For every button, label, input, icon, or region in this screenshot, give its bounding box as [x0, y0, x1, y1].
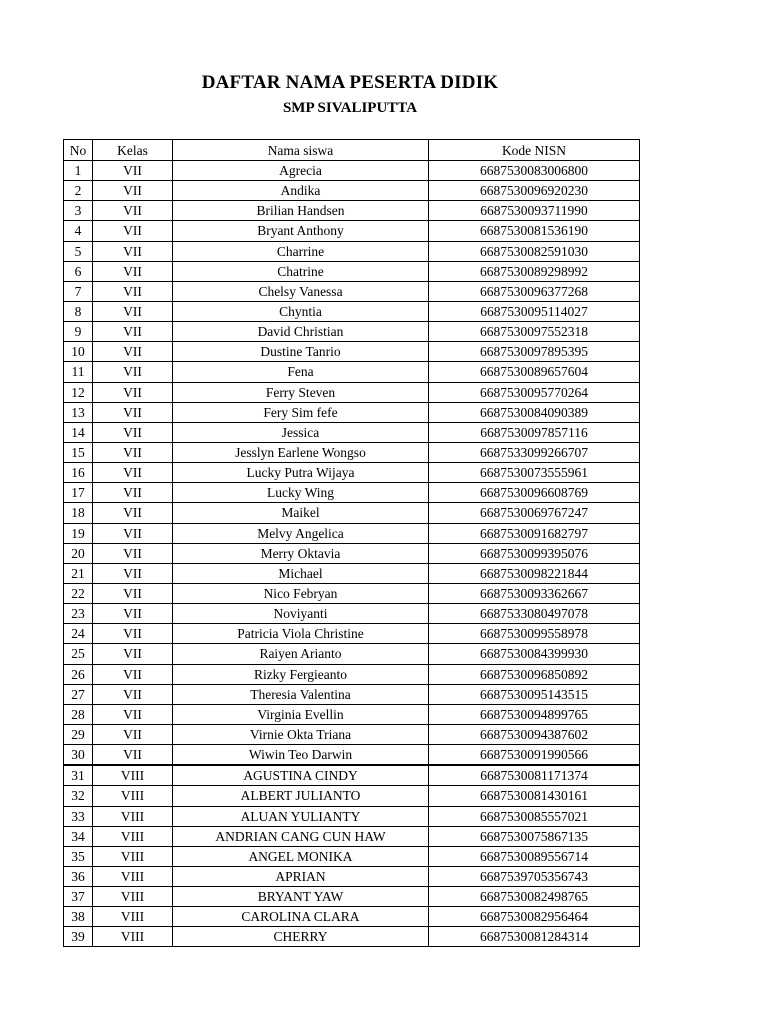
cell-kelas: VII — [93, 745, 173, 766]
cell-nama-siswa: Agrecia — [173, 161, 429, 181]
cell-nama-siswa: ALUAN YULIANTY — [173, 806, 429, 826]
cell-nama-siswa: ANGEL MONIKA — [173, 846, 429, 866]
cell-kode-nisn: 6687530081171374 — [429, 765, 640, 786]
cell-kode-nisn: 6687530091990566 — [429, 745, 640, 766]
cell-nama-siswa: Melvy Angelica — [173, 523, 429, 543]
cell-kode-nisn: 6687530097552318 — [429, 322, 640, 342]
cell-kelas: VII — [93, 664, 173, 684]
cell-nama-siswa: Jesslyn Earlene Wongso — [173, 442, 429, 462]
table-row — [64, 362, 640, 382]
cell-kelas: VII — [93, 422, 173, 442]
cell-kode-nisn: 6687530073555961 — [429, 463, 640, 483]
cell-no: 17 — [64, 483, 93, 503]
table-row — [64, 241, 640, 261]
cell-no: 33 — [64, 806, 93, 826]
table-row — [64, 563, 640, 583]
cell-kode-nisn: 6687530085557021 — [429, 806, 640, 826]
table-body — [64, 161, 640, 947]
cell-kode-nisn: 6687539705356743 — [429, 866, 640, 886]
table-row — [64, 806, 640, 826]
cell-kelas: VII — [93, 644, 173, 664]
cell-no: 39 — [64, 927, 93, 947]
cell-no: 34 — [64, 826, 93, 846]
cell-kode-nisn: 6687530082498765 — [429, 887, 640, 907]
cell-no: 11 — [64, 362, 93, 382]
table-row — [64, 887, 640, 907]
table-row — [64, 704, 640, 724]
cell-no: 36 — [64, 866, 93, 886]
cell-kelas: VII — [93, 483, 173, 503]
cell-nama-siswa: Raiyen Arianto — [173, 644, 429, 664]
cell-kode-nisn: 6687530099395076 — [429, 543, 640, 563]
table-header-row — [64, 140, 640, 161]
cell-kode-nisn: 6687530094899765 — [429, 704, 640, 724]
cell-kelas: VII — [93, 724, 173, 744]
cell-kode-nisn: 6687530095770264 — [429, 382, 640, 402]
cell-kelas: VII — [93, 382, 173, 402]
cell-kelas: VIII — [93, 786, 173, 806]
table-row — [64, 583, 640, 603]
cell-kelas: VIII — [93, 846, 173, 866]
cell-kode-nisn: 6687530089657604 — [429, 362, 640, 382]
header-kode-nisn: Kode NISN — [429, 140, 640, 161]
cell-kode-nisn: 6687530096920230 — [429, 181, 640, 201]
cell-no: 19 — [64, 523, 93, 543]
cell-kode-nisn: 6687530083006800 — [429, 161, 640, 181]
table-row — [64, 745, 640, 766]
cell-nama-siswa: Charrine — [173, 241, 429, 261]
cell-kode-nisn: 6687530081284314 — [429, 927, 640, 947]
cell-kode-nisn: 6687530094387602 — [429, 724, 640, 744]
cell-no: 24 — [64, 624, 93, 644]
table-row — [64, 684, 640, 704]
table-row — [64, 624, 640, 644]
cell-no: 22 — [64, 583, 93, 603]
header-nama-siswa: Nama siswa — [173, 140, 429, 161]
cell-no: 4 — [64, 221, 93, 241]
cell-no: 3 — [64, 201, 93, 221]
cell-no: 10 — [64, 342, 93, 362]
cell-nama-siswa: Brilian Handsen — [173, 201, 429, 221]
cell-no: 30 — [64, 745, 93, 766]
table-row — [64, 442, 640, 462]
cell-nama-siswa: Michael — [173, 563, 429, 583]
cell-kelas: VII — [93, 684, 173, 704]
cell-nama-siswa: Patricia Viola Christine — [173, 624, 429, 644]
cell-no: 13 — [64, 402, 93, 422]
cell-kelas: VIII — [93, 866, 173, 886]
cell-nama-siswa: Merry Oktavia — [173, 543, 429, 563]
cell-nama-siswa: Theresia Valentina — [173, 684, 429, 704]
cell-kode-nisn: 6687533080497078 — [429, 604, 640, 624]
cell-nama-siswa: Maikel — [173, 503, 429, 523]
cell-no: 16 — [64, 463, 93, 483]
cell-no: 25 — [64, 644, 93, 664]
table-row — [64, 644, 640, 664]
cell-nama-siswa: Dustine Tanrio — [173, 342, 429, 362]
cell-kode-nisn: 6687530095114027 — [429, 301, 640, 321]
cell-kelas: VII — [93, 402, 173, 422]
table-row — [64, 342, 640, 362]
cell-kode-nisn: 6687530082956464 — [429, 907, 640, 927]
cell-kelas: VIII — [93, 806, 173, 826]
cell-kelas: VII — [93, 563, 173, 583]
table-row — [64, 866, 640, 886]
table-row — [64, 543, 640, 563]
cell-no: 38 — [64, 907, 93, 927]
cell-no: 9 — [64, 322, 93, 342]
table-row — [64, 604, 640, 624]
cell-nama-siswa: APRIAN — [173, 866, 429, 886]
cell-kelas: VIII — [93, 907, 173, 927]
cell-kelas: VII — [93, 241, 173, 261]
cell-nama-siswa: Virnie Okta Triana — [173, 724, 429, 744]
cell-no: 23 — [64, 604, 93, 624]
cell-kode-nisn: 6687530098221844 — [429, 563, 640, 583]
table-row — [64, 483, 640, 503]
cell-kode-nisn: 6687530069767247 — [429, 503, 640, 523]
cell-kelas: VII — [93, 181, 173, 201]
cell-nama-siswa: Bryant Anthony — [173, 221, 429, 241]
cell-kelas: VII — [93, 342, 173, 362]
table-row — [64, 422, 640, 442]
cell-nama-siswa: Nico Febryan — [173, 583, 429, 603]
cell-kode-nisn: 6687530075867135 — [429, 826, 640, 846]
cell-kode-nisn: 6687533099266707 — [429, 442, 640, 462]
cell-no: 28 — [64, 704, 93, 724]
cell-no: 37 — [64, 887, 93, 907]
cell-no: 2 — [64, 181, 93, 201]
cell-nama-siswa: Jessica — [173, 422, 429, 442]
cell-nama-siswa: Fery Sim fefe — [173, 402, 429, 422]
cell-nama-siswa: Andika — [173, 181, 429, 201]
table-row — [64, 846, 640, 866]
cell-kode-nisn: 6687530081536190 — [429, 221, 640, 241]
cell-no: 35 — [64, 846, 93, 866]
cell-nama-siswa: Virginia Evellin — [173, 704, 429, 724]
cell-nama-siswa: Wiwin Teo Darwin — [173, 745, 429, 766]
cell-nama-siswa: Fena — [173, 362, 429, 382]
cell-kelas: VIII — [93, 826, 173, 846]
cell-kelas: VII — [93, 583, 173, 603]
table-row — [64, 322, 640, 342]
cell-kode-nisn: 6687530084090389 — [429, 402, 640, 422]
cell-kode-nisn: 6687530093711990 — [429, 201, 640, 221]
cell-nama-siswa: Chelsy Vanessa — [173, 281, 429, 301]
cell-nama-siswa: Rizky Fergieanto — [173, 664, 429, 684]
cell-no: 15 — [64, 442, 93, 462]
cell-kode-nisn: 6687530099558978 — [429, 624, 640, 644]
table-row — [64, 201, 640, 221]
cell-no: 1 — [64, 161, 93, 181]
cell-nama-siswa: AGUSTINA CINDY — [173, 765, 429, 786]
table-row — [64, 765, 640, 786]
table-row — [64, 402, 640, 422]
cell-no: 27 — [64, 684, 93, 704]
cell-kelas: VII — [93, 201, 173, 221]
cell-kode-nisn: 6687530093362667 — [429, 583, 640, 603]
cell-kode-nisn: 6687530097857116 — [429, 422, 640, 442]
table-row — [64, 301, 640, 321]
cell-kelas: VIII — [93, 927, 173, 947]
table-row — [64, 826, 640, 846]
table-row — [64, 907, 640, 927]
table-row — [64, 281, 640, 301]
table-row — [64, 181, 640, 201]
cell-kelas: VII — [93, 362, 173, 382]
cell-kode-nisn: 6687530097895395 — [429, 342, 640, 362]
cell-no: 32 — [64, 786, 93, 806]
cell-kode-nisn: 6687530084399930 — [429, 644, 640, 664]
cell-no: 6 — [64, 261, 93, 281]
table-row — [64, 523, 640, 543]
cell-no: 20 — [64, 543, 93, 563]
table-row — [64, 724, 640, 744]
table-row — [64, 261, 640, 281]
cell-kode-nisn: 6687530096608769 — [429, 483, 640, 503]
cell-no: 8 — [64, 301, 93, 321]
cell-kelas: VIII — [93, 765, 173, 786]
table-row — [64, 463, 640, 483]
table-row — [64, 664, 640, 684]
cell-kode-nisn: 6687530089556714 — [429, 846, 640, 866]
cell-kelas: VII — [93, 624, 173, 644]
cell-no: 26 — [64, 664, 93, 684]
cell-kelas: VII — [93, 463, 173, 483]
table-row — [64, 161, 640, 181]
cell-kode-nisn: 6687530089298992 — [429, 261, 640, 281]
cell-nama-siswa: Chatrine — [173, 261, 429, 281]
cell-kode-nisn: 6687530095143515 — [429, 684, 640, 704]
cell-kelas: VII — [93, 221, 173, 241]
cell-nama-siswa: BRYANT YAW — [173, 887, 429, 907]
cell-no: 5 — [64, 241, 93, 261]
cell-no: 14 — [64, 422, 93, 442]
header-kelas: Kelas — [93, 140, 173, 161]
cell-nama-siswa: CHERRY — [173, 927, 429, 947]
cell-nama-siswa: David Christian — [173, 322, 429, 342]
cell-nama-siswa: Lucky Wing — [173, 483, 429, 503]
cell-kode-nisn: 6687530096377268 — [429, 281, 640, 301]
cell-no: 18 — [64, 503, 93, 523]
cell-kode-nisn: 6687530096850892 — [429, 664, 640, 684]
cell-nama-siswa: CAROLINA CLARA — [173, 907, 429, 927]
table-row — [64, 382, 640, 402]
cell-no: 29 — [64, 724, 93, 744]
cell-kelas: VII — [93, 161, 173, 181]
cell-no: 12 — [64, 382, 93, 402]
cell-nama-siswa: Lucky Putra Wijaya — [173, 463, 429, 483]
cell-kelas: VII — [93, 523, 173, 543]
cell-nama-siswa: Chyntia — [173, 301, 429, 321]
cell-nama-siswa: ANDRIAN CANG CUN HAW — [173, 826, 429, 846]
cell-kode-nisn: 6687530082591030 — [429, 241, 640, 261]
table-row — [64, 221, 640, 241]
cell-no: 31 — [64, 765, 93, 786]
student-roster-table — [63, 139, 640, 947]
cell-nama-siswa: Ferry Steven — [173, 382, 429, 402]
cell-no: 7 — [64, 281, 93, 301]
cell-kelas: VII — [93, 442, 173, 462]
cell-kelas: VII — [93, 543, 173, 563]
table-row — [64, 503, 640, 523]
table-row — [64, 927, 640, 947]
cell-kelas: VII — [93, 281, 173, 301]
cell-kode-nisn: 6687530081430161 — [429, 786, 640, 806]
cell-kelas: VII — [93, 301, 173, 321]
cell-kelas: VIII — [93, 887, 173, 907]
cell-nama-siswa: ALBERT JULIANTO — [173, 786, 429, 806]
document-title: DAFTAR NAMA PESERTA DIDIK — [201, 72, 499, 93]
cell-kode-nisn: 6687530091682797 — [429, 523, 640, 543]
school-name: SMP SIVALIPUTTA — [282, 100, 418, 116]
cell-kelas: VII — [93, 503, 173, 523]
cell-kelas: VII — [93, 604, 173, 624]
cell-kelas: VII — [93, 322, 173, 342]
cell-kelas: VII — [93, 704, 173, 724]
cell-kelas: VII — [93, 261, 173, 281]
cell-no: 21 — [64, 563, 93, 583]
table-row — [64, 786, 640, 806]
cell-nama-siswa: Noviyanti — [173, 604, 429, 624]
header-no: No — [64, 140, 93, 161]
